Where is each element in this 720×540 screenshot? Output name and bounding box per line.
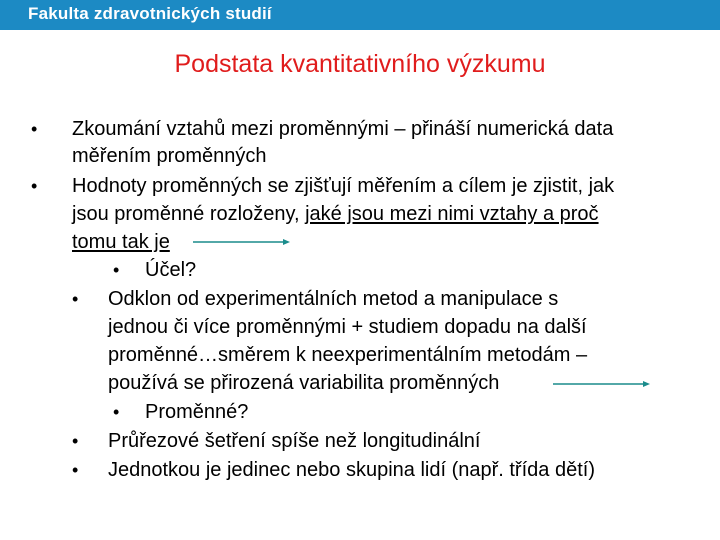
level2-item-1-line-3: proměnné…směrem k neexperimentálním metodám – — [108, 344, 588, 366]
level2-item-1-line-2: jednou či více proměnnými + studiem dopadu na další — [108, 316, 587, 338]
arrow-right-icon — [553, 378, 653, 390]
bullet-2-line-3-underlined: tomu tak je — [72, 231, 170, 253]
level2-item-1-line-4: používá se přirozená variabilita proměnných — [108, 372, 500, 394]
slide-title: Podstata kvantitativního výzkumu — [174, 50, 546, 78]
bullet-marker: • — [72, 431, 79, 451]
bullet-2-line-2-underlined: jaké jsou mezi nimi vztahy a proč — [305, 203, 599, 225]
bullet-marker: • — [72, 289, 79, 309]
level2-item-2: Průřezové šetření spíše než longitudinální — [108, 430, 481, 452]
bullet-marker: • — [72, 460, 79, 480]
bullet-2-line-1: Hodnoty proměnných se zjišťují měřením a cílem je zjistit, jak — [72, 175, 615, 197]
level2-item-1-line-1: Odklon od experimentálních metod a manipulace s — [108, 288, 559, 310]
bullet-1-line-1: Zkoumání vztahů mezi proměnnými – přináší numerická data — [72, 118, 614, 140]
sub-item-ucel: Účel? — [145, 259, 197, 281]
sub-item-promenne: Proměnné? — [145, 401, 249, 423]
bullet-1-line-2: měřením proměnných — [72, 145, 267, 167]
level2-item-3: Jednotkou je jedinec nebo skupina lidí (např. třída dětí) — [108, 459, 595, 481]
bullet-2-line-2 — [72, 202, 599, 226]
header-title: Fakulta zdravotnických studií — [28, 4, 272, 23]
bullet-marker: • — [31, 119, 38, 139]
bullet-marker: • — [31, 176, 38, 196]
sub-bullet-marker: • — [113, 260, 120, 280]
bullet-2-line-2-plain: jsou proměnné rozloženy, — [72, 203, 300, 225]
header-bar — [0, 0, 720, 30]
sub-bullet-marker: • — [113, 402, 120, 422]
arrow-right-icon — [193, 236, 293, 248]
